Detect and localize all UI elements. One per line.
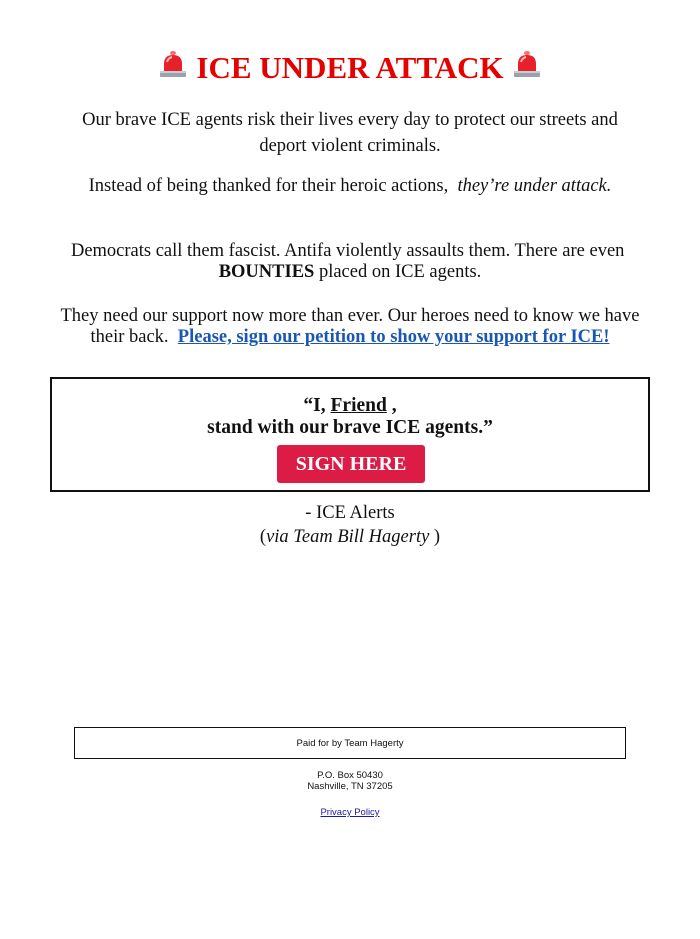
privacy-container [0,807,700,818]
bounties-tail: placed on ICE agents. [318,262,482,282]
thanks-text: Instead of being thanked for their heroic actions, [88,176,449,196]
pledge-line-2: stand with our brave ICE agents.” [207,417,493,438]
via-close-paren: ) [433,527,441,547]
pledge-box [50,377,650,492]
support-paragraph [58,306,642,348]
paid-for-box: Paid for by Team Hagerty [74,727,626,759]
sign-here-button[interactable]: SIGN HERE [277,445,425,483]
thanks-paragraph [58,176,642,197]
pledge-comma: , [391,395,397,416]
headline [0,46,700,93]
via-text: via Team Bill Hagerty [266,527,430,547]
pledge-open: “I, [303,395,326,416]
bounties-paragraph [58,241,642,283]
headline-text: ICE UNDER ATTACK [196,50,504,85]
under-attack-emphasis: they’re under attack. [457,176,612,196]
support-text: They need our support now more than ever. Our heroes need to know we have their back. [60,306,640,347]
pledge-line-1 [52,395,648,417]
bounties-text: Democrats call them fascist. Antifa violently assaults them. There are even [70,241,625,261]
pledge-name: Friend [330,395,387,416]
police-siren-icon [158,46,188,90]
police-siren-icon [512,46,542,90]
signature-line: - ICE Alerts [305,503,395,523]
address-line-2: Nashville, TN 37205 [307,781,393,792]
bounties-strong: BOUNTIES [218,262,315,282]
privacy-policy-link[interactable]: Privacy Policy [320,807,380,818]
via-line [0,527,700,548]
via-open-paren: ( [259,527,267,547]
petition-link[interactable]: Please, sign our petition to show your support for ICE! [177,327,610,347]
intro-paragraph: Our brave ICE agents risk their lives every day to protect our streets and deport violent criminals. [82,110,618,156]
address-line-1: P.O. Box 50430 [317,770,383,781]
